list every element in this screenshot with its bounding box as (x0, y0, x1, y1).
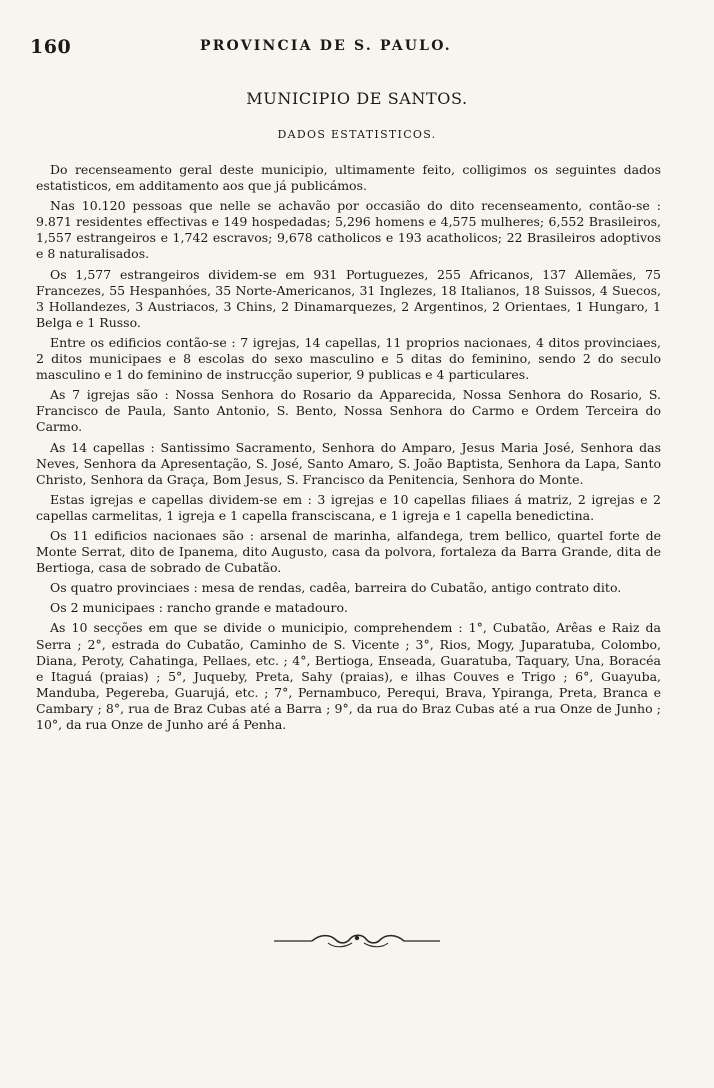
paragraph: Os 2 municipaes : rancho grande e matadouro. (50, 600, 348, 616)
section-subtitle: DADOS ESTATISTICOS. (277, 128, 437, 141)
running-head (30, 36, 670, 56)
typographic-flourish-icon (0, 930, 714, 956)
paragraph: Entre os edificios contão-se : 7 igrejas, 14 capellas, 11 proprios nacionaes, 4 ditos provinciaes, 2 ditos municipaes e 8 escolas do sexo masculino e 5 ditas do feminino, sendo 2 do seculo masculino e 1 do feminino de instrucção superior, 9 publicas e 4 particulares. (36, 334, 661, 383)
paragraph: Estas igrejas e capellas dividem-se em : 3 igrejas e 10 capellas filiaes á matriz, 2 igrejas e 2 capellas carmelitas, 1 igreja e 1 capella fransciscana, e 1 igreja e 1 capella benedictina. (36, 491, 661, 523)
paragraph: As 14 capellas : Santissimo Sacramento, Senhora do Amparo, Jesus Maria José, Senhora das Neves, Senhora da Apresentação, S. José, Santo Amaro, S. João Baptista, Senhora da Lapa, Santo Christo, Senhora da Graça, Bom Jesus, S. Francisco da Penitencia, Senhora do Monte. (36, 439, 661, 487)
page-number: 160 (30, 36, 72, 58)
paragraph: Nas 10.120 pessoas que nelle se achavão por occasião do dito recenseamento, contão-se : 9.871 residentes effectivas e 149 hospedadas; 5,296 homens e 4,575 mulheres; 6,552 Brasileiros, 1,557 estrangeiros e 1,742 escravos; 9,678 catholicos e 193 acatholicos; 22 Brasileiros adoptivos e 8 naturalisados. (36, 198, 661, 262)
running-title: PROVINCIA DE S. PAULO. (200, 38, 452, 54)
paragraph: As 10 secções em que se divide o municipio, comprehendem : 1°, Cubatão, Arêas e Raiz da Serra ; 2°, estrada do Cubatão, Caminho de S. Vicente ; 3°, Rios, Mogy, Juparatuba, Colombo, Diana, Peroty, Cahatinga, Pellaes, etc. ; 4°, Bertioga, Enseada, Guaratuba, Taquary, Una, Boracéa e Itaguá (praias) ; 5°, Juqueby, Preta, Sahy (praias), e ilhas Couves e Trigo ; 6°, Guayuba, Manduba, Pegereba, Guarujá, etc. ; 7°, Pernambuco, Perequi, Brava, Ypiranga, Preta, Branca e Cambary ; 8°, rua de Braz Cubas até a Barra ; 9°, da rua do Braz Cubas até a rua Onze de Junho ; 10°, da rua Onze de Junho aré á Penha. (36, 620, 661, 732)
paragraph: Os 1,577 estrangeiros dividem-se em 931 Portuguezes, 255 Africanos, 137 Allemães, 75 Francezes, 55 Hespanhóes, 35 Norte-Americanos, 31 Inglezes, 18 Italianos, 18 Suissos, 4 Suecos, 3 Hollandezes, 3 Austriacos, 3 Chins, 2 Dinamarquezes, 2 Argentinos, 2 Orientaes, 1 Hungaro, 1 Belga e 1 Russo. (36, 266, 661, 330)
paragraph: Os quatro provinciaes : mesa de rendas, cadêa, barreira do Cubatão, antigo contrato dito. (50, 580, 622, 596)
body-text (36, 162, 661, 737)
section-title: MUNICIPIO DE SANTOS. (246, 89, 468, 108)
paragraph: Os 11 edificios nacionaes são : arsenal de marinha, alfandega, trem bellico, quartel forte de Monte Serrat, dito de Ipanema, dito Augusto, casa da polvora, fortaleza da Barra Grande, dita de Bertioga, casa de sobrado de Cubatão. (36, 527, 661, 576)
paragraph: Do recenseamento geral deste municipio, ultimamente feito, colligimos os seguintes dados estatisticos, em additamento aos que já publicámos. (36, 162, 661, 194)
paragraph: As 7 igrejas são : Nossa Senhora do Rosario da Apparecida, Nossa Senhora do Rosario, S. Francisco de Paula, Santo Antonio, S. Bento, Nossa Senhora do Carmo e Ordem Terceira do Carmo. (36, 387, 661, 435)
flourish-icon (272, 930, 442, 952)
